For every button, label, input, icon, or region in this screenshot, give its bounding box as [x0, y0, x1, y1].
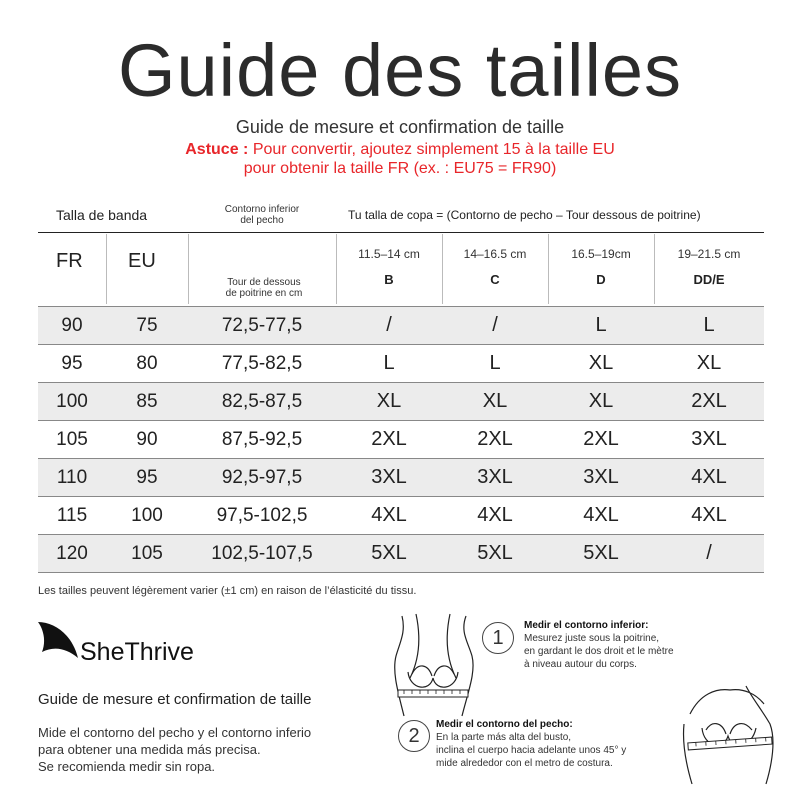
cell-under: 97,5-102,5	[216, 505, 308, 526]
band-header: Talla de banda	[56, 207, 148, 223]
cup-range-e: 19–21.5 cm	[677, 247, 741, 261]
cell-eu: 85	[136, 391, 158, 412]
step-2-line-2: inclina el cuerpo hacia adelante unos 45° y	[436, 745, 627, 756]
step-1-line-2: en gardant le dos droit et le mètre	[524, 646, 674, 657]
cup-header: Tu talla de copa = (Contorno de pecho – Tour dessous de poitrine)	[348, 208, 701, 222]
cell-c: 4XL	[477, 504, 513, 526]
step-1-text	[524, 619, 674, 671]
table-row	[38, 306, 764, 344]
cell-e: 4XL	[691, 466, 727, 488]
table-row	[38, 382, 764, 420]
cell-eu: 100	[131, 505, 163, 526]
cell-d: XL	[588, 352, 614, 374]
elasticity-note: Les tailles peuvent légèrement varier (±1 cm) en raison de l’élasticité du tissu.	[38, 585, 417, 597]
tip-text	[0, 140, 800, 178]
cell-e: 2XL	[691, 390, 727, 412]
divider-b-c	[442, 234, 443, 304]
cup-letter-c: C	[490, 272, 500, 287]
table-row	[38, 496, 764, 534]
cell-eu: 80	[136, 353, 158, 374]
cell-b: /	[386, 314, 392, 336]
cell-under: 72,5-77,5	[221, 315, 303, 336]
cell-d: 3XL	[583, 466, 619, 488]
size-table	[38, 200, 764, 580]
cell-fr: 90	[61, 315, 83, 336]
cell-c: 3XL	[477, 466, 513, 488]
cell-c: 5XL	[477, 542, 513, 564]
cell-b: 2XL	[371, 428, 407, 450]
eu-label: EU	[128, 250, 156, 272]
cell-c: /	[492, 314, 498, 336]
cell-eu: 75	[136, 315, 158, 336]
step-1-line-3: à niveau autour du corps.	[524, 659, 637, 670]
cell-b: XL	[376, 390, 402, 412]
cell-b: 3XL	[371, 466, 407, 488]
step-2-heading: Medir el contorno del pecho:	[436, 719, 573, 730]
cell-under: 77,5-82,5	[221, 353, 303, 374]
guide-paragraph	[38, 724, 378, 775]
cell-e: 4XL	[691, 504, 727, 526]
cell-b: 5XL	[371, 542, 407, 564]
cup-range-c: 14–16.5 cm	[463, 247, 527, 261]
cell-under: 92,5-97,5	[221, 467, 303, 488]
cell-fr: 120	[56, 543, 88, 564]
shethrive-logo-icon	[36, 618, 80, 672]
cell-fr: 115	[56, 505, 88, 526]
step-2-number: 2	[398, 720, 430, 752]
cell-b: L	[383, 352, 395, 374]
header-rule	[38, 232, 764, 233]
under-header-line-2: del pecho	[240, 215, 284, 226]
guide-line-3: Se recomienda medir sin ropa.	[38, 759, 216, 774]
step-2-line-3: mide alrededor con el metro de costura.	[436, 758, 613, 769]
page-title: Guide des tailles	[117, 29, 683, 112]
cell-eu: 105	[131, 543, 163, 564]
divider-c-d	[548, 234, 549, 304]
step-1-number: 1	[482, 622, 514, 654]
cell-d: L	[595, 314, 607, 336]
divider-d-e	[654, 234, 655, 304]
cell-c: 2XL	[477, 428, 513, 450]
tip-line-1: Pour convertir, ajoutez simplement 15 à la taille EU	[252, 141, 615, 158]
guide-line-2: para obtener una medida más precisa.	[38, 742, 261, 757]
table-row	[38, 344, 764, 382]
cup-letter-b: B	[384, 272, 394, 287]
guide-heading: Guide de mesure et confirmation de taille	[38, 691, 312, 708]
cell-c: XL	[482, 390, 508, 412]
fr-label: FR	[56, 250, 83, 272]
tip-line-2: pour obtenir la taille FR (ex. : EU75 = FR90)	[243, 160, 557, 177]
cell-d: 4XL	[583, 504, 619, 526]
cup-letter-e: DD/E	[693, 272, 725, 287]
step-1-heading: Medir el contorno inferior:	[524, 620, 649, 631]
divider-fr-eu	[106, 234, 107, 304]
divider-under-b	[336, 234, 337, 304]
table-row	[38, 534, 764, 573]
under-sub-line-2: de poitrine en cm	[225, 288, 303, 299]
table-row	[38, 420, 764, 458]
cell-fr: 105	[56, 429, 88, 450]
cup-letter-d: D	[596, 272, 606, 287]
page-subtitle: Guide de mesure et confirmation de taille	[235, 117, 565, 137]
cell-e: L	[703, 314, 715, 336]
under-header-line-1: Contorno inferior	[224, 204, 300, 215]
table-row	[38, 458, 764, 496]
under-sub-header	[204, 277, 324, 299]
cup-range-b: 11.5–14 cm	[358, 247, 420, 261]
under-sub-line-1: Tour de dessous	[227, 277, 301, 288]
cell-under: 82,5-87,5	[221, 391, 303, 412]
cell-d: XL	[588, 390, 614, 412]
brand-name: SheThrive	[80, 638, 194, 666]
cup-range-d: 16.5–19cm	[571, 247, 631, 261]
step-1-line-1: Mesurez juste sous la poitrine,	[524, 633, 660, 644]
cell-under: 87,5-92,5	[221, 429, 303, 450]
bust-measure-illustration-icon	[680, 684, 780, 788]
cell-d: 5XL	[583, 542, 619, 564]
cell-under: 102,5-107,5	[211, 543, 313, 564]
underbust-measure-illustration-icon	[388, 612, 478, 724]
cell-e: XL	[696, 352, 722, 374]
cell-fr: 100	[56, 391, 88, 412]
cell-e: 3XL	[691, 428, 727, 450]
step-2-text	[436, 718, 626, 770]
cell-fr: 110	[56, 467, 88, 488]
cell-d: 2XL	[583, 428, 619, 450]
under-header	[198, 204, 326, 226]
cell-b: 4XL	[371, 504, 407, 526]
guide-line-1: Mide el contorno del pecho y el contorno inferio	[38, 725, 312, 740]
cell-fr: 95	[61, 353, 83, 374]
cell-c: L	[489, 352, 501, 374]
divider-eu-under	[188, 234, 189, 304]
tip-label: Astuce :	[185, 141, 249, 158]
cell-eu: 95	[136, 467, 158, 488]
cell-eu: 90	[136, 429, 158, 450]
cell-e: /	[706, 542, 712, 564]
step-2-line-1: En la parte más alta del busto,	[436, 732, 572, 743]
